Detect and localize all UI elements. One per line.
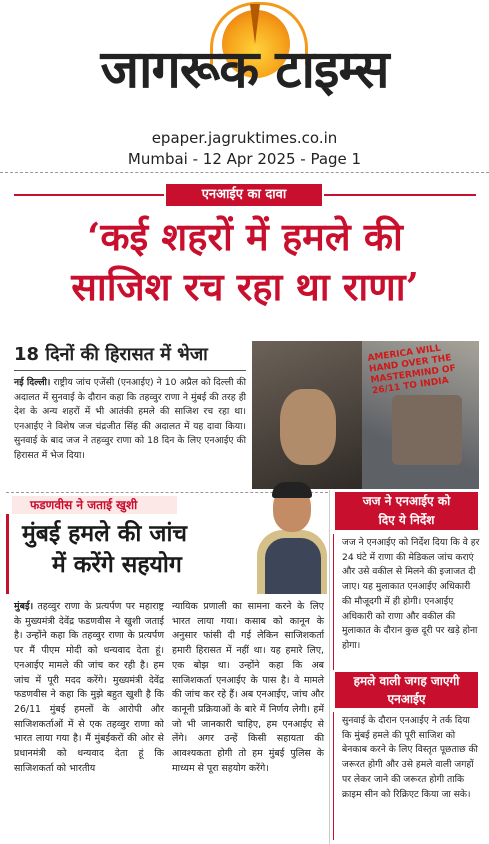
- story1-body-text: राष्ट्रीय जांच एजेंसी (एनआईए) ने 10 अप्रैल को दिल्ली की अदालत में सुनवाई के दौरान कहा कि तहव्वुर राणा ने मुंबई की तरह ही देश के अन्य शहरों में भी आतंकी हमले की साजिश रच रहा था। एनआईए ने विशेष जज चंद्रजीत सिंह की अदालत में यह दावा किया। सुनवाई के बाद जज ने तहव्वुर राणा को 18 दिन के लिए एनआईए की हिरासत में भेज दिया।: [14, 377, 246, 461]
- subhead-rule: [14, 370, 246, 371]
- sidebar-text2: सुनवाई के दौरान एनआईए ने तर्क दिया कि मुंबई हमले की पूरी साजिश को बेनकाब करने के लिए विस्तृत पूछताछ की जरूरत होगी और उसे हमले वाली जगहों पर लेकर जाने की जरूरत होगी ताकि क्राइम सीन को रिक्रिएट किया जा सके।: [342, 715, 478, 800]
- story2-dateline: मुंबई।: [14, 601, 34, 612]
- edition-date: Mumbai - 12 Apr 2025 - Page 1: [127, 150, 362, 168]
- story2-column1: [14, 600, 164, 776]
- story1-subhead: 18 दिनों की हिरासत में भेजा: [14, 344, 208, 365]
- photo-jacket: [265, 538, 321, 594]
- edition-info: [0, 128, 489, 170]
- sidebar-rule1: [333, 534, 334, 670]
- sidebar-box1-line1: जज ने एनआईए को: [362, 494, 451, 508]
- photo-hair: [272, 482, 312, 498]
- story2-headline-line2: में करेंगे सहयोग: [52, 551, 182, 578]
- story2-col1-text: तहव्वुर राणा के प्रत्यर्पण पर महाराष्ट्र के मुख्यमंत्री देवेंद्र फडणवीस ने खुशी जताई है। उन्होंने कहा कि तहव्वुर राणा के प्रत्यर्पण पर मैं पीएम मोदी को धन्यवाद देता हूं। एनआईए मामले की जांच कर रही है। हम जांच में पूरी मदद करेंगे। मुख्यमंत्री देवेंद्र फडणवीस ने कहा कि मुझे बहुत खुशी है कि 26/11 मुंबई हमलों के आरोपी और साजिशकर्ताओं में से एक तहव्वुर राणा को भारत लाया गया है। मैं मुंबईकरों की ओर से प्रधानमंत्री को धन्यवाद देता हूं कि साजिशकर्ता को भारतीय: [14, 601, 164, 774]
- story2-headline: [12, 518, 262, 580]
- story1-headline: [8, 212, 482, 312]
- epaper-url[interactable]: epaper.jagruktimes.co.in: [151, 129, 338, 147]
- sidebar-rule2: [333, 712, 334, 840]
- story2-kicker: फडणवीस ने जताई खुशी: [12, 496, 177, 514]
- story1-dateline: नई दिल्ली।: [14, 377, 51, 388]
- sidebar-text1: जज ने एनआईए को निर्देश दिया कि वे हर 24 घंटे में राणा की मेडिकल जांच कराएं और उसे वकील से मिलने की इजाजत दी जाए। यह मुलाकात एनआईए अधिकारी की मौजूदगी में ही होगी। एनआईए अधिकारी को राणा और वकील की मुलाकात के दौरान कुछ दूरी पर खड़े होना होगा।: [342, 537, 480, 651]
- kicker-rule-left: [14, 194, 164, 196]
- sidebar-box1-line2: दिए ये निर्देश: [378, 513, 435, 527]
- story1-kicker: एनआईए का दावा: [166, 184, 322, 206]
- sidebar-box1-heading: [335, 492, 478, 530]
- story1-body: [14, 376, 246, 464]
- story1-headline-line2: साजिश रच रहा था राणा’: [71, 264, 419, 309]
- fadnavis-photo: [255, 478, 327, 594]
- column-divider: [329, 490, 330, 844]
- masthead-divider: [0, 172, 489, 181]
- sidebar-box2-line1: हमले वाली जगह जाएगी: [353, 674, 460, 688]
- story1-photo: [252, 341, 479, 489]
- sidebar-box2-heading: [335, 672, 478, 708]
- kicker-rule-right: [324, 194, 476, 196]
- photo-gateway-illustration: [392, 395, 462, 465]
- sidebar-box2-line2: एनआईए: [387, 692, 426, 706]
- photo-portrait: [280, 389, 336, 465]
- story1-kicker-bar: [0, 184, 489, 206]
- story2-headline-line1: मुंबई हमले की जांच: [22, 520, 188, 547]
- story1-headline-line1: ‘कई शहरों में हमले की: [87, 214, 403, 259]
- newspaper-logo: जागरूक टाइम्स: [100, 40, 389, 100]
- story2-column2: न्यायिक प्रणाली का सामना करने के लिए भारत लाया गया। कसाब को कानून के अनुसार फांसी दी गई लेकिन साजिशकर्ता हमारी हिरासत में नहीं था। यह हमारे लिए, एक बोझ था। उन्होंने कहा कि अब साजिशकर्ता एनआईए के पास है। वे मामले की जांच कर रहे हैं। अब एनआईए, जांच और कानूनी प्रक्रियाओं के बारे में निर्णय लेगी। हमें जो भी जानकारी चाहिए, हम एनआईए से लेंगे। अगर उन्हें किसी सहायता की आवश्यकता होगी तो हम मुंबई पुलिस के माध्यम से पूरा सहयोग करेंगे।: [172, 601, 324, 774]
- photo-poster-text: AMERICA WILL HAND OVER THE MASTERMIND OF 26/11 TO INDIA: [366, 343, 457, 397]
- masthead: [0, 0, 489, 118]
